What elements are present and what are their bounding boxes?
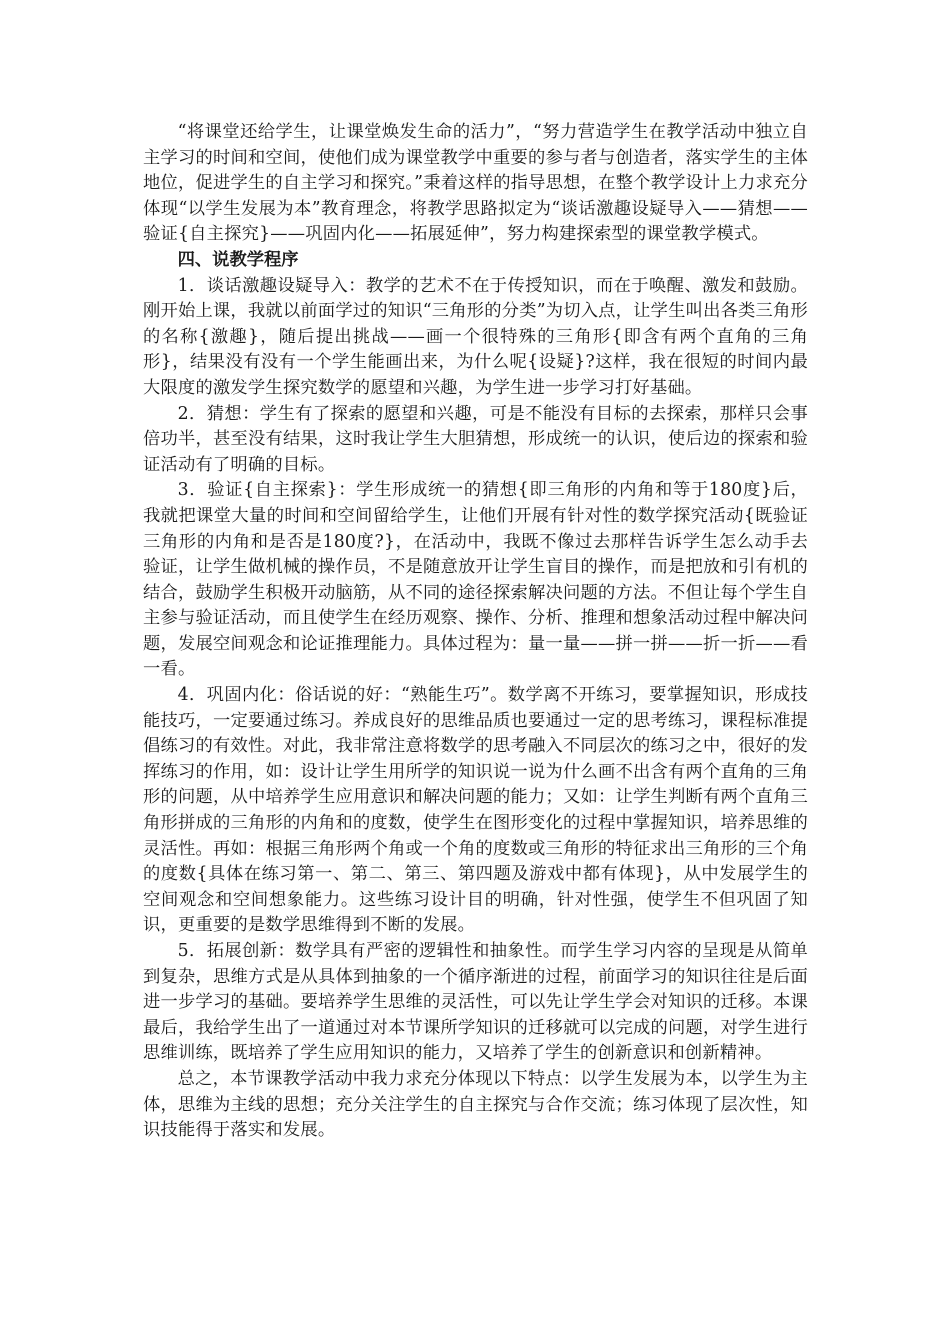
step-2-paragraph: 2．猜想：学生有了探索的愿望和兴趣，可是不能没有目标的去探索，那样只会事倍功半，甚至没有结果，这时我让学生大胆猜想，形成统一的认识，使后边的探索和验证活动有了明确的目标。: [143, 403, 808, 475]
section-heading: 四、说教学程序: [177, 249, 299, 270]
step-4-paragraph: 4．巩固内化：俗话说的好：“熟能生巧”。数学离不开练习，要掌握知识，形成技能技巧，一定要通过练习。养成良好的思维品质也要通过一定的思考练习，课程标准提倡练习的有效性。对此，我非常注意将数学的思考融入不同层次的练习之中，很好的发挥练习的作用，如：设计让学生用所学的知识说一说为什么画不出含有两个直角的三角形的问题，从中培养学生应用意识和解决问题的能力；又如：让学生判断有两个直角三角形拼成的三角形的内角和的度数，使学生在图形变化的过程中掌握知识，培养思维的灵活性。再如：根据三角形两个角或一个角的度数或三角形的特征求出三角形的三个角的度数{具体在练习第一、第二、第三、第四题及游戏中都有体现}，从中发展学生的空间观念和空间想象能力。这些练习设计目的明确，针对性强，使学生不但巩固了知识，更重要的是数学思维得到不断的发展。: [143, 685, 808, 936]
summary-paragraph: 总之，本节课教学活动中我力求充分体现以下特点：以学生发展为本，以学生为主体，思维为主线的思想；充分关注学生的自主探究与合作交流；练习体现了层次性，知识技能得于落实和发展。: [143, 1068, 808, 1141]
intro-paragraph: “将课堂还给学生，让课堂焕发生命的活力”，“努力营造学生在教学活动中独立自主学习的时间和空间，使他们成为课堂教学中重要的参与者与创造者，落实学生的主体地位，促进学生的自主学习和探究。”秉着这样的指导思想，在整个教学设计上力求充分体现“以学生发展为本”教育理念，将教学思路拟定为“谈话激趣设疑导入——猜想——验证{自主探究}——巩固内化——拓展延伸”，努力构建探索型的课堂教学模式。: [143, 122, 808, 245]
document-page: [143, 120, 808, 1144]
step-1-paragraph: 1．谈话激趣设疑导入：教学的艺术不在于传授知识，而在于唤醒、激发和鼓励。刚开始上课，我就以前面学过的知识“三角形的分类”为切入点，让学生叫出各类三角形的名称{激趣}，随后提出挑战——画一个很特殊的三角形{即含有两个直角的三角形}，结果没有没有一个学生能画出来，为什么呢{设疑}?这样，我在很短的时间内最大限度的激发学生探究数学的愿望和兴趣，为学生进一步学习打好基础。: [143, 275, 808, 398]
step-3-paragraph: 3．验证{自主探索}：学生形成统一的猜想{即三角形的内角和等于180度}后，我就把课堂大量的时间和空间留给学生，让他们开展有针对性的数学探究活动{既验证三角形的内角和是否是180度?}，在活动中，我既不像过去那样告诉学生怎么动手去验证，让学生做机械的操作员，不是随意放开让学生盲目的操作，而是把放和引有机的结合，鼓励学生积极开动脑筋，从不同的途径探索解决问题的方法。不但让每个学生自主参与验证活动，而且使学生在经历观察、操作、分析、推理和想象活动过程中解决问题，发展空间观念和论证推理能力。具体过程为：量一量——拼一拼——折一折——看一看。: [143, 480, 808, 680]
step-5-paragraph: 5．拓展创新：数学具有严密的逻辑性和抽象性。而学生学习内容的呈现是从简单到复杂，思维方式是从具体到抽象的一个循序渐进的过程，前面学习的知识往往是后面进一步学习的基础。要培养学生思维的灵活性，可以先让学生学会对知识的迁移。本课最后，我给学生出了一道通过对本节课所学知识的迁移就可以完成的问题，对学生进行思维训练，既培养了学生应用知识的能力，又培养了学生的创新意识和创新精神。: [143, 941, 808, 1064]
